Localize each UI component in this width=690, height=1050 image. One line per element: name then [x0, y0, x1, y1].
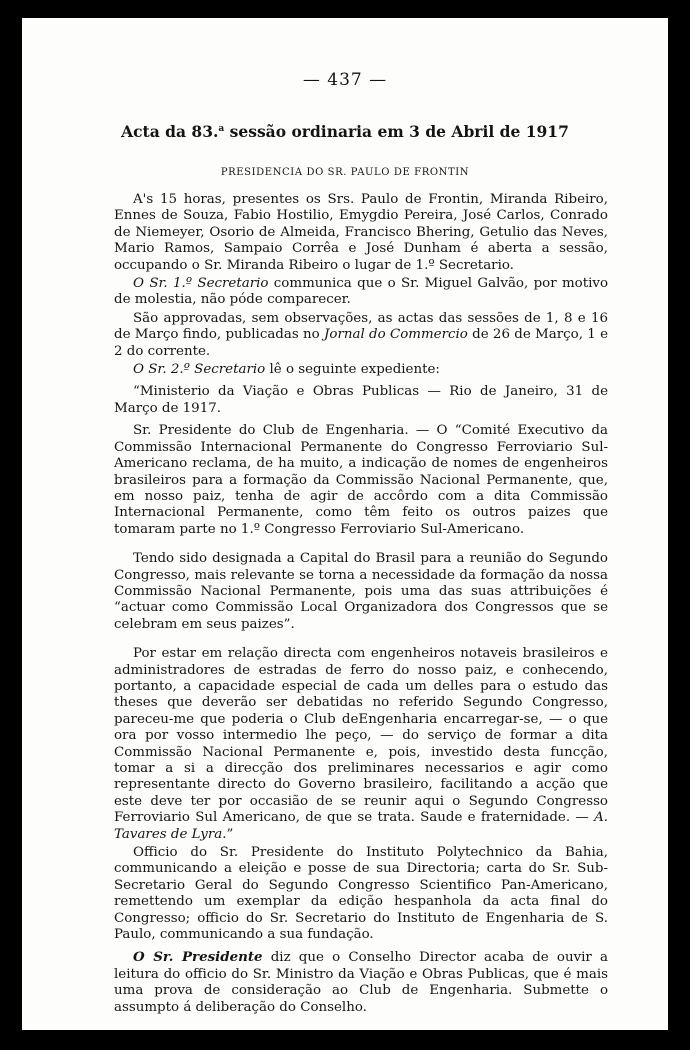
speaker-president: O Sr. Presidente [133, 949, 263, 966]
journal-name: Jornal do Commercio [324, 327, 468, 343]
speaker-second-secretary: O Sr. 2.º Secretario [133, 362, 266, 378]
paragraph-text: ” [226, 826, 234, 842]
page-number: — 437 — [302, 70, 388, 90]
page-title [22, 122, 668, 141]
document-body [114, 192, 608, 1018]
paragraph-minutes-approved [114, 311, 608, 360]
paragraph-letter-3 [114, 646, 608, 843]
title-suffix: sessão ordinaria em 3 de Abril de 1917 [224, 122, 569, 141]
paragraph-absence [114, 276, 608, 309]
paragraph-letter-2: Tendo sido designada a Capital do Brasil para a reunião do Segundo Congresso, mais relevante se torna a necessidade da formação da nossa Commissão Nacional Permanente, pois uma das suas attribuições é “actuar como Commissão Local Organizadora dos Congressos que se celebram em seus paizes”. [114, 551, 608, 632]
paragraph-text: São approvadas, sem observações, as actas das sessões de 1, 8 e 16 de Março findo, publicadas no [114, 310, 608, 343]
paragraph-text: communica que o Sr. Miguel Galvão, por motivo de molestia, não póde comparecer. [114, 276, 609, 308]
paragraph-correspondence: Officio do Sr. Presidente do Instituto Polytechnico da Bahia, communicando a eleição e posse de sua Directoria; carta do Sr. Sub-Secretario Geral do Segundo Congresso Scientifico Pan-Americano, remettendo um exemplar da edição hespanhola da acta final do Congresso; officio do Sr. Secretario do Instituto de Engenharia de S. Paulo, communicando a sua fundação. [114, 845, 608, 943]
title-prefix: Acta da 83. [121, 122, 219, 141]
presidency-line: PRESIDENCIA DO SR. PAULO DE FRONTIN [220, 167, 470, 178]
paragraph-text: lê o seguinte expediente: [265, 362, 440, 378]
paragraph-president [114, 949, 608, 1016]
paragraph-attendance: A's 15 horas, presentes os Srs. Paulo de Frontin, Miranda Ribeiro, Ennes de Souza, Fabio Hostilio, Emygdio Pereira, José Carlos, Conrado de Niemeyer, Osorio de Almeida, Francisco Bhering, Getulio das Neves, Mario Ramos, Sampaio Corrêa e José Dunham é aberta a sessão, occupando o Sr. Miranda Ribeiro o lugar de 1.º Secretario. [114, 192, 608, 273]
paragraph-text: Por estar em relação directa com engenheiros notaveis brasileiros e administradores de estradas de ferro do nosso paiz, e conhecendo, portanto, a capacidade especial de cada um delles para o estudo das theses que deverão ser debatidas no referido Segundo Congresso, pareceu-me que poderia o Club deEngenharia encarregar-se, — o que ora por vosso intermedio lhe peço, — do serviço de formar a dita Commissão Nacional Permanente e, pois, investido desta funcção, tomar a si a direcção dos preliminares necessarios e agir como representante directo do Governo brasileiro, facilitando a acção que este deve ter por occasião de se reunir aqui o Segundo Congresso Ferroviario Sul Americano, de que se trata. Saude e fraternidade. — [114, 646, 608, 826]
letter-signature: A. Tavares de Lyra. [114, 810, 608, 842]
paragraph-text: diz que o Conselho Director acaba de ouvir a leitura do officio do Sr. Ministro da Viação e Obras Publicas, que é mais uma prova de consideração ao Club de Engenharia. Submette o assumpto á deliberação do Conselho. [114, 950, 608, 1015]
paragraph-letter-1: Sr. Presidente do Club de Engenharia. — O “Comité Executivo da Commissão Internacional Permanente do Congresso Ferroviario Sul-Americano reclama, de ha muito, a indicação de nomes de engenheiros brasileiros para a formação da Commissão Nacional Permanente, que, em nosso paiz, tenha de agir de accôrdo com a dita Commissão Internacional Permanente, como têm feito os outros paizes que tomaram parte no 1.º Congresso Ferroviario Sul-Americano. [114, 423, 608, 537]
paragraph-expedient [114, 362, 608, 378]
paragraph-ministry-header: “Ministerio da Viação e Obras Publicas — Rio de Janeiro, 31 de Março de 1917. [114, 384, 608, 416]
document-page [22, 18, 668, 1030]
paragraph-text: de 26 de Março, 1 e 2 do corrente. [114, 327, 609, 359]
title-ordinal-sup: a [218, 123, 225, 134]
speaker-first-secretary: O Sr. 1.º Secretario [133, 276, 269, 292]
